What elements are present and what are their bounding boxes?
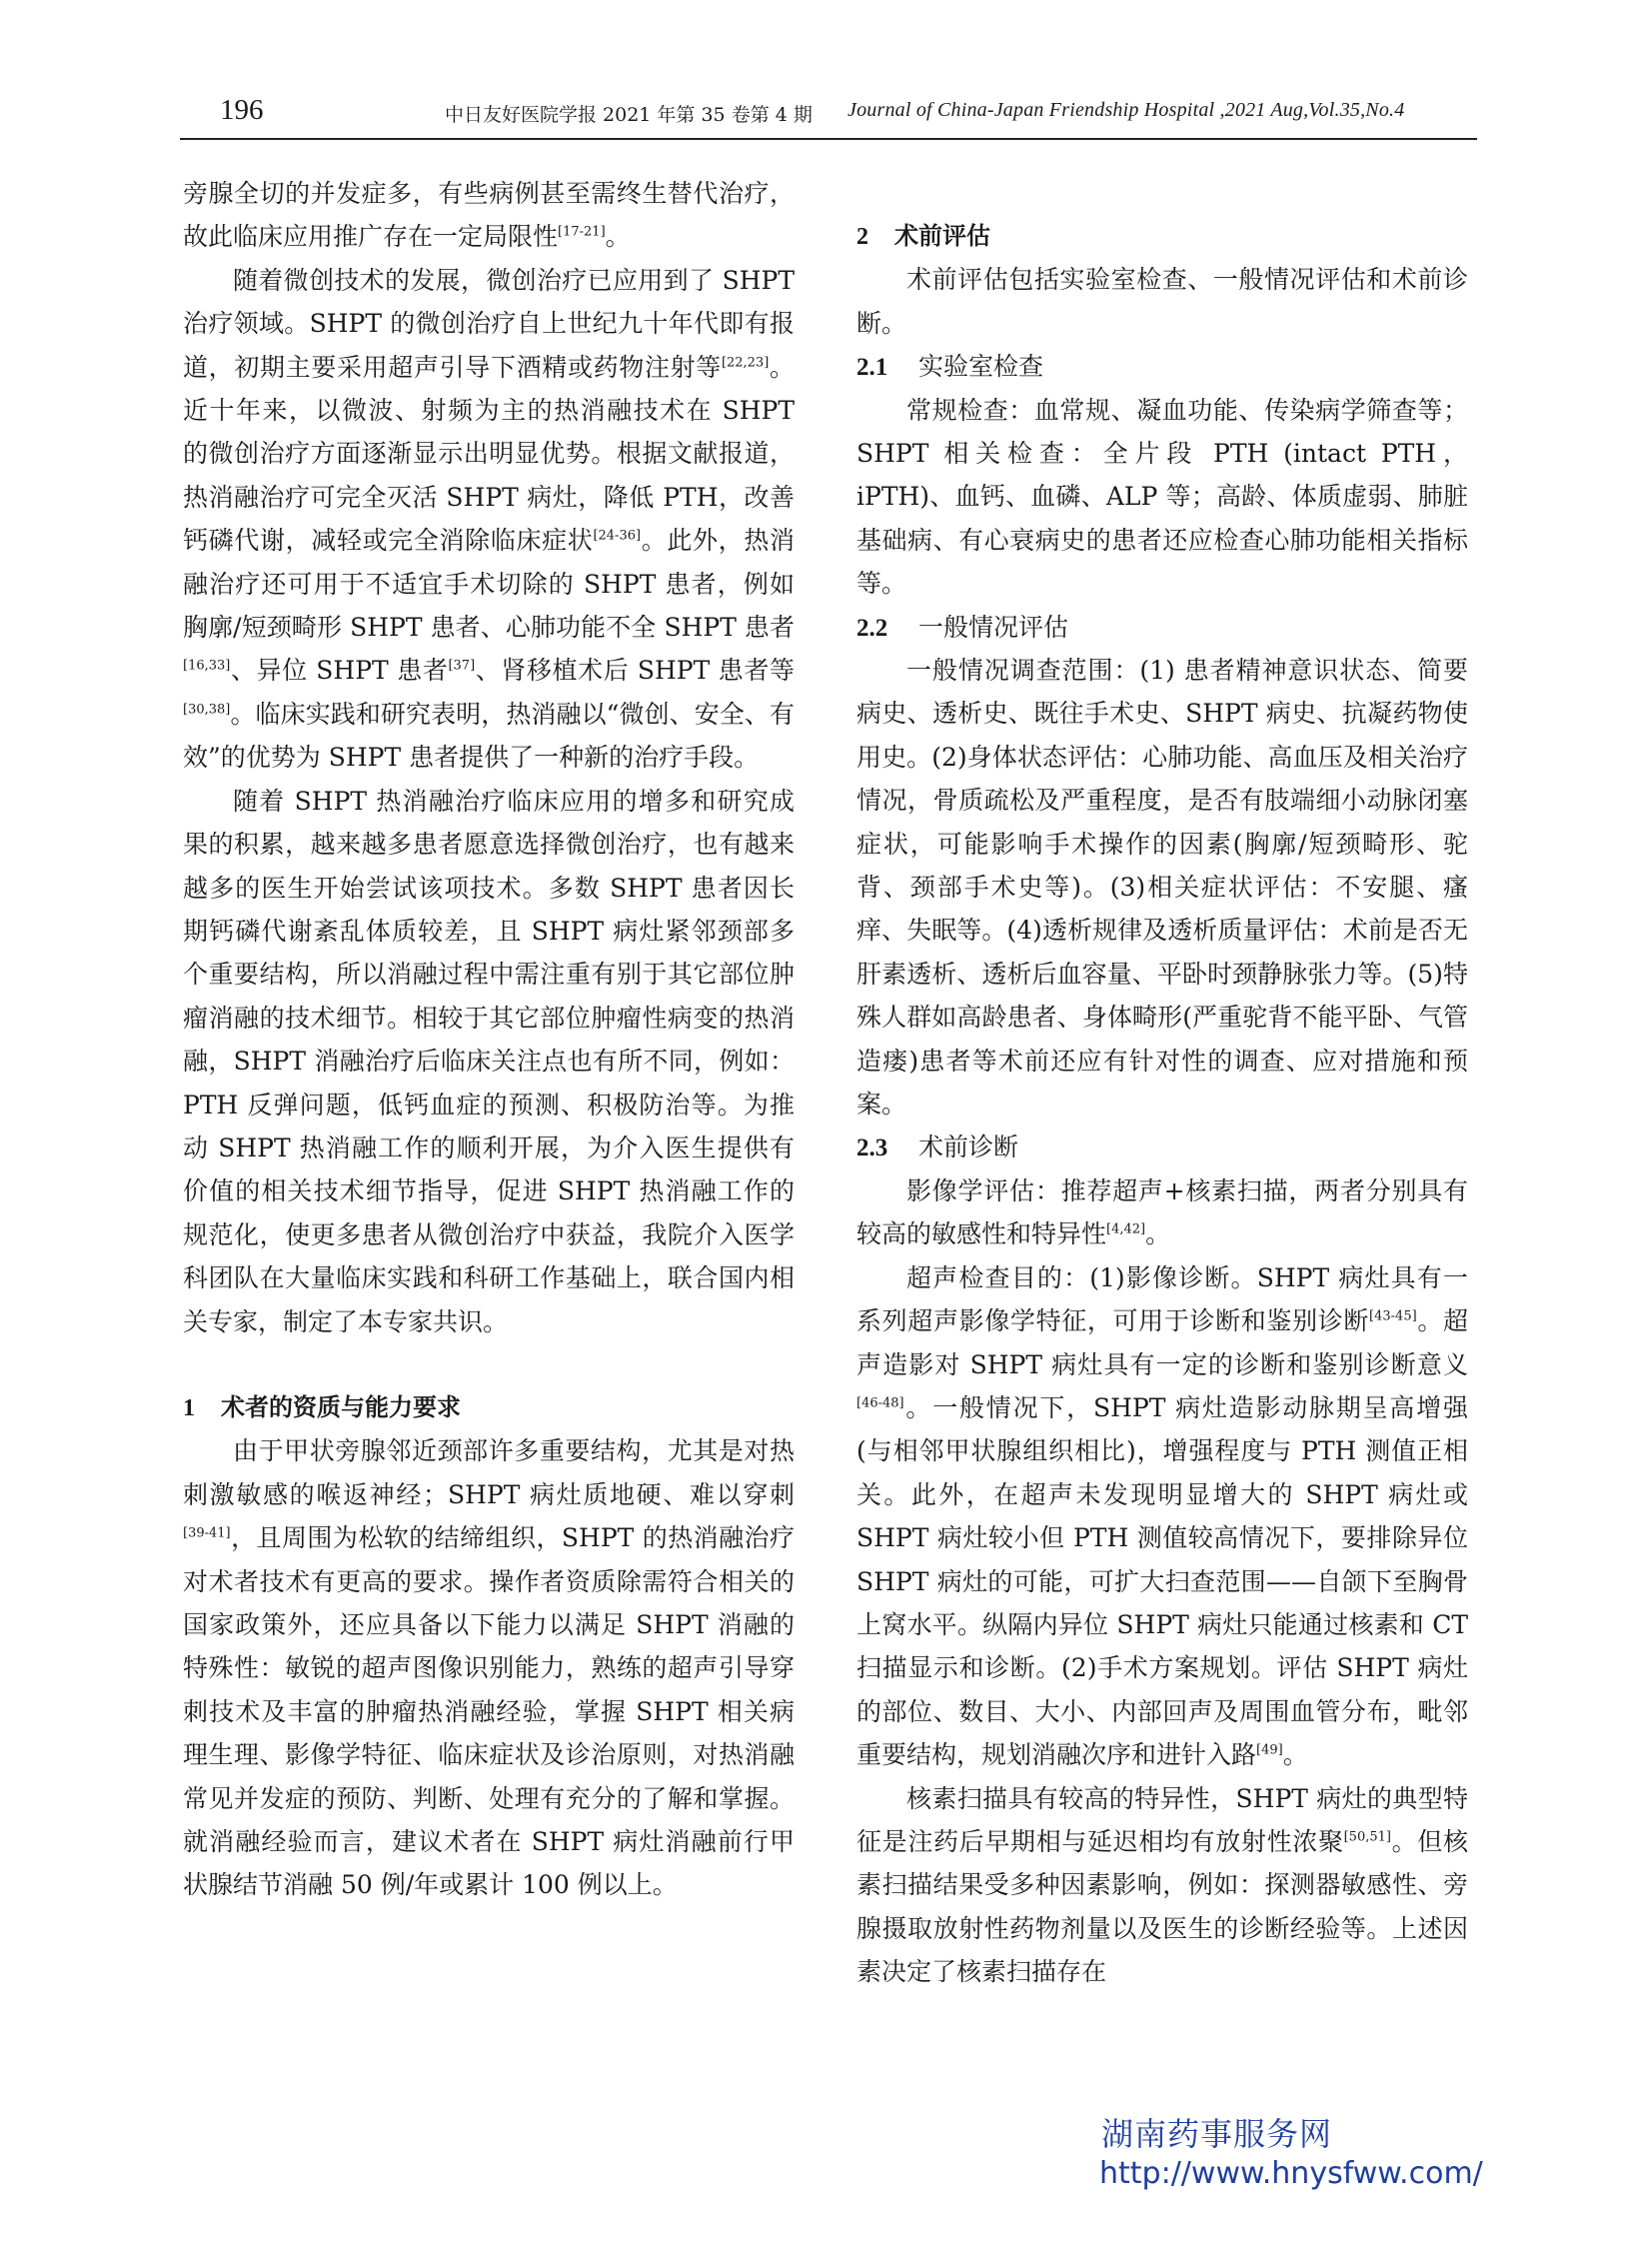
citation: [17-21] [558,225,606,241]
journal-title-en: Journal of China-Japan Friendship Hospital ,2021 Aug,Vol.35,No.4 [847,99,1405,121]
citation: [50,51] [1343,1829,1391,1845]
section-heading-2: 2 术前评估 [856,222,990,250]
citation: [39-41] [183,1525,231,1541]
citation: [24-36] [593,528,642,544]
citation: [46-48] [856,1395,904,1411]
subsection-heading-2-1: 2.1 实验室检查 [856,352,1044,382]
citation: [22,23] [721,355,770,371]
citation: [43-45] [1369,1308,1417,1324]
subsection-heading-2-2: 2.2 一般情况评估 [856,612,1069,642]
right-column [856,215,1468,1994]
left-column [183,172,795,1907]
journal-title-cn: 中日友好医院学报 2021 年第 35 卷第 4 期 [445,104,813,126]
paragraph: 随着微创技术的发展，微创治疗已应用到了 SHPT 治疗领域。SHPT 的微创治疗自上世纪九十年代即有报道，初期主要采用超声引导下酒精或药物注射等[22,23]。近十年来，以微波、射频为主的热消融技术在 SHPT 的微创治疗方面逐渐显示出明显优势。根据文献报道，热消融治疗可完全灭活 SHPT 病灶，降低 PTH，改善钙磷代谢，减轻或完全消除临床症状[24-36]。此外，热消融治疗还可用于不适宜手术切除的 SHPT 患者，例如胸廓/短颈畸形 SHPT 患者、心肺功能不全 SHPT 患者[16,33]、异位 SHPT 患者[37]、肾移植术后 SHPT 患者等[30,38]。临床实践和研究表明，热消融以“微创、安全、有效”的优势为 SHPT 患者提供了一种新的治疗手段。 [183,265,795,773]
citation: [30,38] [183,702,231,718]
subsection-heading-2-3: 2.3 术前诊断 [856,1132,1019,1162]
paragraph: 旁腺全切的并发症多，有些病例甚至需终生替代治疗，故此临床应用推广存在一定局限性[17-21]。 [183,179,795,252]
paragraph: 核素扫描具有较高的特异性，SHPT 病灶的典型特征是注药后早期相与延迟相均有放射性浓聚[50,51]。但核素扫描结果受多种因素影响，例如：探测器敏感性、旁腺摄取放射性药物剂量以及医生的诊断经验等。上述因素决定了核素扫描存在 [856,1783,1468,1987]
page-number: 196 [220,94,264,126]
watermark-name: 湖南药事服务网 [1101,2115,1333,2153]
watermark-url[interactable]: http://www.hnysfww.com/ [1099,2156,1483,2191]
citation: [49] [1256,1742,1283,1758]
running-header [180,92,1477,140]
citation: [37] [448,659,476,675]
paragraph: 随着 SHPT 热消融治疗临床应用的增多和研究成果的积累，越来越多患者愿意选择微创治疗，也有越来越多的医生开始尝试该项技术。多数 SHPT 患者因长期钙磷代谢紊乱体质较差，且 SHPT 病灶紧邻颈部多个重要结构，所以消融过程中需注重有别于其它部位肿瘤消融的技术细节。相较于其它部位肿瘤性病变的热消融，SHPT 消融治疗后临床关注点也有所不同，例如：PTH 反弹问题，低钙血症的预测、积极防治等。为推动 SHPT 热消融工作的顺利开展，为介入医生提供有价值的相关技术细节指导，促进 SHPT 热消融工作的规范化，使更多患者从微创治疗中获益，我院介入医学科团队在大量临床实践和科研工作基础上，联合国内相关专家，制定了本专家共识。 [183,786,795,1336]
paragraph: 超声检查目的：(1)影像诊断。SHPT 病灶具有一系列超声影像学特征，可用于诊断和鉴别诊断[43-45]。超声造影对 SHPT 病灶具有一定的诊断和鉴别诊断意义[46-48]。一般情况下，SHPT 病灶造影动脉期呈高增强(与相邻甲状腺组织相比)，增强程度与 PTH 测值正相关。此外，在超声未发现明显增大的 SHPT 病灶或 SHPT 病灶较小但 PTH 测值较高情况下，要排除异位 SHPT 病灶的可能，可扩大扫查范围——自颌下至胸骨上窝水平。纵隔内异位 SHPT 病灶只能通过核素和 CT 扫描显示和诊断。(2)手术方案规划。评估 SHPT 病灶的部位、数目、大小、内部回声及周围血管分布，毗邻重要结构，规划消融次序和进针入路[49]。 [856,1262,1468,1770]
paragraph: 常规检查：血常规、凝血功能、传染病学筛查等；SHPT 相关检查：全片段 PTH (intact PTH，iPTH)、血钙、血磷、ALP 等；高龄、体质虚弱、肺脏基础病、有心衰病史的患者还应检查心肺功能相关指标等。 [856,395,1468,599]
citation: [16,33] [183,659,231,675]
citation: [4,42] [1106,1221,1146,1237]
paragraph: 由于甲状旁腺邻近颈部许多重要结构，尤其是对热刺激敏感的喉返神经；SHPT 病灶质地硬、难以穿刺 [39-41]，且周围为松软的结缔组织，SHPT 的热消融治疗对术者技术有更高的要求。操作者资质除需符合相关的国家政策外，还应具备以下能力以满足 SHPT 消融的特殊性：敏锐的超声图像识别能力，熟练的超声引导穿刺技术及丰富的肿瘤热消融经验，掌握 SHPT 相关病理生理、影像学特征、临床症状及诊治原则，对热消融常见并发症的预防、判断、处理有充分的了解和掌握。就消融经验而言，建议术者在 SHPT 病灶消融前行甲状腺结节消融 50 例/年或累计 100 例以上。 [183,1436,795,1900]
section-heading-1: 1 术者的资质与能力要求 [183,1392,461,1421]
paragraph: 术前评估包括实验室检查、一般情况评估和术前诊断。 [856,265,1468,338]
site-watermark [1099,2114,1499,2194]
paragraph: 影像学评估：推荐超声+核素扫描，两者分别具有较高的敏感性和特异性[4,42]。 [856,1175,1468,1249]
paragraph: 一般情况调查范围：(1) 患者精神意识状态、简要病史、透析史、既往手术史、SHPT 病史、抗凝药物使用史。(2)身体状态评估：心肺功能、高血压及相关治疗情况，骨质疏松及严重程度，是否有肢端细小动脉闭塞症状，可能影响手术操作的因素(胸廓/短颈畸形、驼背、颈部手术史等)。(3)相关症状评估：不安腿、瘙痒、失眠等。(4)透析规律及透析质量评估：术前是否无肝素透析、透析后血容量、平卧时颈静脉张力等。(5)特殊人群如高龄患者、身体畸形(严重驼背不能平卧、气管造瘘)患者等术前还应有针对性的调查、应对措施和预案。 [856,656,1468,1120]
